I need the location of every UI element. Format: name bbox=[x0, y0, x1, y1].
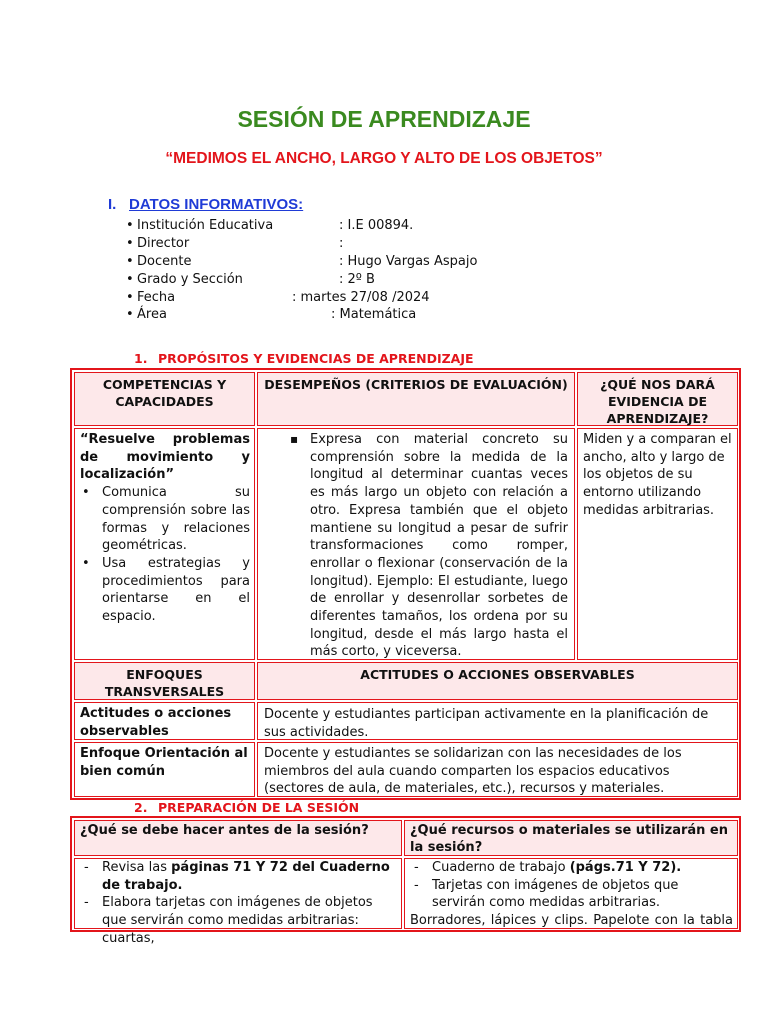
section-2-heading bbox=[134, 800, 359, 815]
cell-desempenos bbox=[257, 428, 575, 660]
info-row-grado bbox=[126, 271, 243, 288]
info-value: : 2º B bbox=[339, 272, 375, 287]
antes-item: - Elabora tarjetas con imágenes de objetos que servirán como medidas arbitrarias: cuartas, bbox=[80, 894, 395, 947]
capacidad-item: • Usa estrategias y procedimientos para orientarse en el espacio. bbox=[80, 555, 250, 626]
antes-item bbox=[80, 859, 395, 894]
enfoque-name: Enfoque Orientación al bien común bbox=[74, 742, 255, 797]
antes-item-bold: páginas 71 Y 72 del Cuaderno de trabajo. bbox=[102, 860, 390, 893]
datos-heading bbox=[108, 196, 303, 213]
recurso-item-text: Cuaderno de trabajo bbox=[432, 860, 570, 875]
enfoque-name: Actitudes o acciones observables bbox=[74, 702, 255, 740]
header-antes: ¿Qué se debe hacer antes de la sesión? bbox=[74, 820, 402, 856]
info-row-director bbox=[126, 235, 189, 252]
info-label: Director bbox=[137, 236, 190, 251]
info-label: Grado y Sección bbox=[137, 272, 243, 287]
competencia-title: “Resuelve problemas de movimiento y localización” bbox=[80, 432, 250, 483]
section-2-title: PREPARACIÓN DE LA SESIÓN bbox=[158, 800, 360, 815]
cell-antes bbox=[74, 858, 402, 946]
desempeno-item: ▪ Expresa con material concreto su comprensión sobre la medida de la longitud al determinar cuantas veces es más largo un objeto con relación a otro. Expresa también que el objeto mantiene su longitud a pesar de sufrir transformaciones como romper, enrollar o flexionar (conservación de la longitud). Ejemplo: El estudiante, luego de enrollar y desenrollar sorbetes de diferentes tamaños, los ordena por su longitud, desde el más largo hasta el más corto, y viceversa. bbox=[264, 431, 568, 661]
enfoque-accion: Docente y estudiantes se solidarizan con las necesidades de los miembros del aula cuando comparten los espacios educativos (sectores de aula, de materiales, etc.), recursos y materiales. bbox=[257, 742, 738, 797]
info-value: : martes 27/08 /2024 bbox=[292, 290, 430, 305]
header-actitudes: ACTITUDES O ACCIONES OBSERVABLES bbox=[257, 662, 738, 700]
header-desempenos: DESEMPEÑOS (CRITERIOS DE EVALUACIÓN) bbox=[257, 372, 575, 426]
recurso-item-bold: (págs.71 Y 72). bbox=[569, 860, 682, 875]
info-label: Institución Educativa bbox=[137, 218, 274, 233]
recurso-item: Borradores, lápices y clips. Papelote con la tabla bbox=[410, 913, 733, 929]
section-2-number: 2. bbox=[134, 800, 148, 815]
bullet-icon: • bbox=[126, 272, 134, 287]
cell-competencias bbox=[74, 428, 255, 660]
section-1-number: 1. bbox=[134, 351, 148, 366]
info-row-area bbox=[126, 306, 167, 323]
info-label: Fecha bbox=[137, 290, 176, 305]
info-label: Docente bbox=[137, 254, 192, 269]
recurso-item: - Tarjetas con imágenes de objetos que servirán como medidas arbitrarias. bbox=[410, 877, 733, 912]
bullet-icon: • bbox=[126, 218, 134, 233]
antes-item-text: Revisa las bbox=[102, 860, 172, 875]
bullet-icon: • bbox=[126, 307, 134, 322]
cell-evidencia: Miden y a comparan el ancho, alto y largo de los objetos de su entorno utilizando medidas arbitrarias. bbox=[577, 428, 738, 660]
datos-numeral: I. bbox=[108, 196, 117, 213]
info-value: : Matemática bbox=[331, 307, 417, 322]
info-value: : bbox=[339, 236, 344, 251]
cell-recursos bbox=[404, 858, 738, 929]
info-label: Área bbox=[137, 307, 167, 322]
info-row-docente bbox=[126, 253, 191, 270]
session-subtitle: “MEDIMOS EL ANCHO, LARGO Y ALTO DE LOS OBJETOS” bbox=[165, 150, 603, 167]
header-evidencia: ¿QUÉ NOS DARÁ EVIDENCIA DE APRENDIZAJE? bbox=[577, 372, 738, 426]
datos-heading-text: DATOS INFORMATIVOS: bbox=[129, 196, 304, 213]
bullet-icon: • bbox=[126, 254, 134, 269]
header-competencias: COMPETENCIAS Y CAPACIDADES bbox=[74, 372, 255, 426]
bullet-icon: • bbox=[126, 236, 134, 251]
page-title: SESIÓN DE APRENDIZAJE bbox=[237, 106, 531, 132]
section-1-heading bbox=[134, 351, 474, 366]
bullet-icon: • bbox=[126, 290, 134, 305]
capacidad-item: • Comunica su comprensión sobre las formas y relaciones geométricas. bbox=[80, 484, 250, 555]
info-row-institucion bbox=[126, 217, 273, 234]
info-row-fecha bbox=[126, 289, 175, 306]
header-recursos: ¿Qué recursos o materiales se utilizarán en la sesión? bbox=[404, 820, 738, 856]
section-1-title: PROPÓSITOS Y EVIDENCIAS DE APRENDIZAJE bbox=[158, 351, 474, 366]
recurso-item bbox=[410, 859, 733, 877]
info-value: : Hugo Vargas Aspajo bbox=[339, 254, 478, 269]
info-value: : I.E 00894. bbox=[339, 218, 414, 233]
header-enfoques: ENFOQUES TRANSVERSALES bbox=[74, 662, 255, 700]
enfoque-accion: Docente y estudiantes participan activamente en la planificación de sus actividades. bbox=[257, 702, 738, 740]
